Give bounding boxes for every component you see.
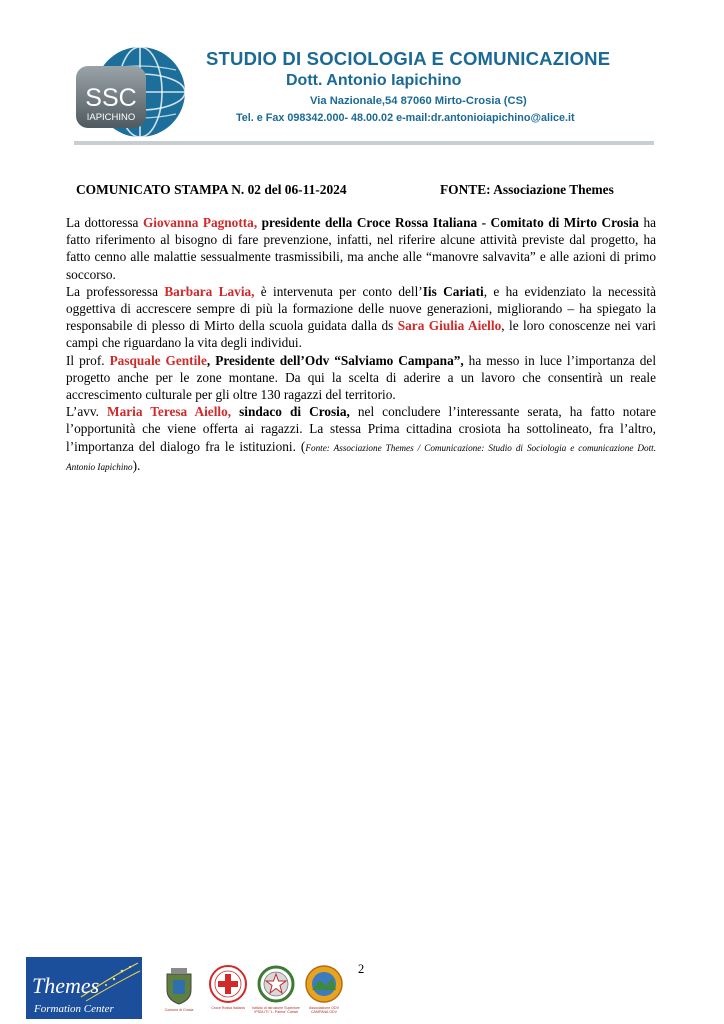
- logo-main-text: SSC: [85, 84, 137, 112]
- person-name: Giovanna Pagnotta,: [142, 215, 258, 230]
- salviamo-campana-logo-icon: [304, 964, 344, 1004]
- paragraph-2: La professoressa Barbara Lavia, è intervenuta per conto dell’Iis Cariati, e ha evidenziato la necessità oggettiva di accrescere sempre di più la formazione delle nuove generazioni, migliorando – ha spiegato la responsabile di plesso di Mirto della scuola guidata dalla ds Sara Giulia Aiello, le loro conoscenze nei vari campi che riguardano la vita degli individui.: [66, 283, 657, 351]
- contacts: Tel. e Fax 098342.000- 48.00.02 e-mail:dr.antonioiapichino@alice.it: [236, 112, 575, 124]
- article-body: [66, 214, 656, 476]
- red-cross-icon: [208, 964, 248, 1004]
- themes-name: Themes: [32, 973, 100, 998]
- logo-sub-text: IAPICHINO: [86, 112, 136, 123]
- person-role: sindaco di Crosia,: [231, 404, 350, 420]
- caption-campana: Associazione ODV CAMPANA ODV: [309, 1006, 339, 1015]
- caption-red-cross: Croce Rossa Italiana: [211, 1006, 245, 1010]
- crosia-crest-icon: [163, 966, 195, 1006]
- person-name: Pasquale Gentile: [109, 352, 207, 368]
- source-note: Fonte: Associazione Themes / Comunicazione: Studio di Sociologia e comunicazione Dott. Antonio Iapichino: [66, 442, 656, 472]
- person-role: , Presidente dell’Odv “Salviamo Campana”,: [206, 352, 464, 368]
- paragraph-3: Il prof. Pasquale Gentile, Presidente dell’Odv “Salviamo Campana”, ha messo in luce l’importanza del progetto anche per le zone montane. Da qui la scelta di aderire a un lavoro che consentirà un reale accrescimento culturale per gli oltre 130 ragazzi del territorio.: [66, 352, 657, 403]
- italian-republic-emblem-icon: [256, 964, 296, 1004]
- caption-crosia: Comune di Crosia: [164, 1008, 194, 1012]
- themes-subtitle: Formation Center: [34, 1003, 114, 1015]
- page-number: 2: [358, 962, 365, 976]
- person-role: presidente della Croce Rossa Italiana - Comitato di Mirto Crosia: [261, 215, 639, 230]
- person-name: Maria Teresa Aiello,: [107, 404, 232, 420]
- title-line: [76, 182, 654, 198]
- ssc-logo: [70, 42, 188, 140]
- doctor-name: Dott. Antonio Iapichino: [286, 72, 462, 89]
- paragraph-1: La dottoressa Giovanna Pagnotta, presidente della Croce Rossa Italiana - Comitato di Mirto Crosia ha fatto riferimento al bisogno di fare prevenzione, infatti, nel riferire alcune attività previste dal progetto, ha fatto cenno alle malattie sessualmente trasmissibili, ma anche alle “manovre salvavita” e alle azioni di primo soccorso.: [66, 215, 656, 282]
- press-release-title: COMUNICATO STAMPA N. 02 del 06-11-2024: [76, 182, 347, 197]
- address: Via Nazionale,54 87060 Mirto-Crosia (CS): [310, 95, 527, 107]
- person-name: Sara Giulia Aiello: [397, 318, 502, 334]
- school-name: Iis Cariati: [422, 283, 484, 299]
- caption-school: Istituto di Istruzione Superiore IPSIA ITI "L. Palma" Cariati: [252, 1006, 300, 1015]
- source-label: FONTE: Associazione Themes: [440, 182, 614, 197]
- letterhead: [206, 48, 656, 124]
- person-name: Barbara Lavia,: [164, 283, 255, 299]
- themes-logo: [26, 957, 142, 1019]
- header-divider: [74, 141, 654, 145]
- paragraph-4: L’avv. Maria Teresa Aiello, sindaco di Crosia, nel concludere l’interessante serata, ha fatto notare l’opportunità che viene offerta ai ragazzi. La stessa Prima cittadina crosiota ha sottolineato, fra l’altro, l’importanza del dialogo fra le istituzioni. (Fonte: Associazione Themes / Comunicazione: Studio di Sociologia e comunicazione Dott. Antonio Iapichino).: [66, 404, 656, 473]
- studio-name: STUDIO DI SOCIOLOGIA E COMUNICAZIONE: [206, 48, 611, 69]
